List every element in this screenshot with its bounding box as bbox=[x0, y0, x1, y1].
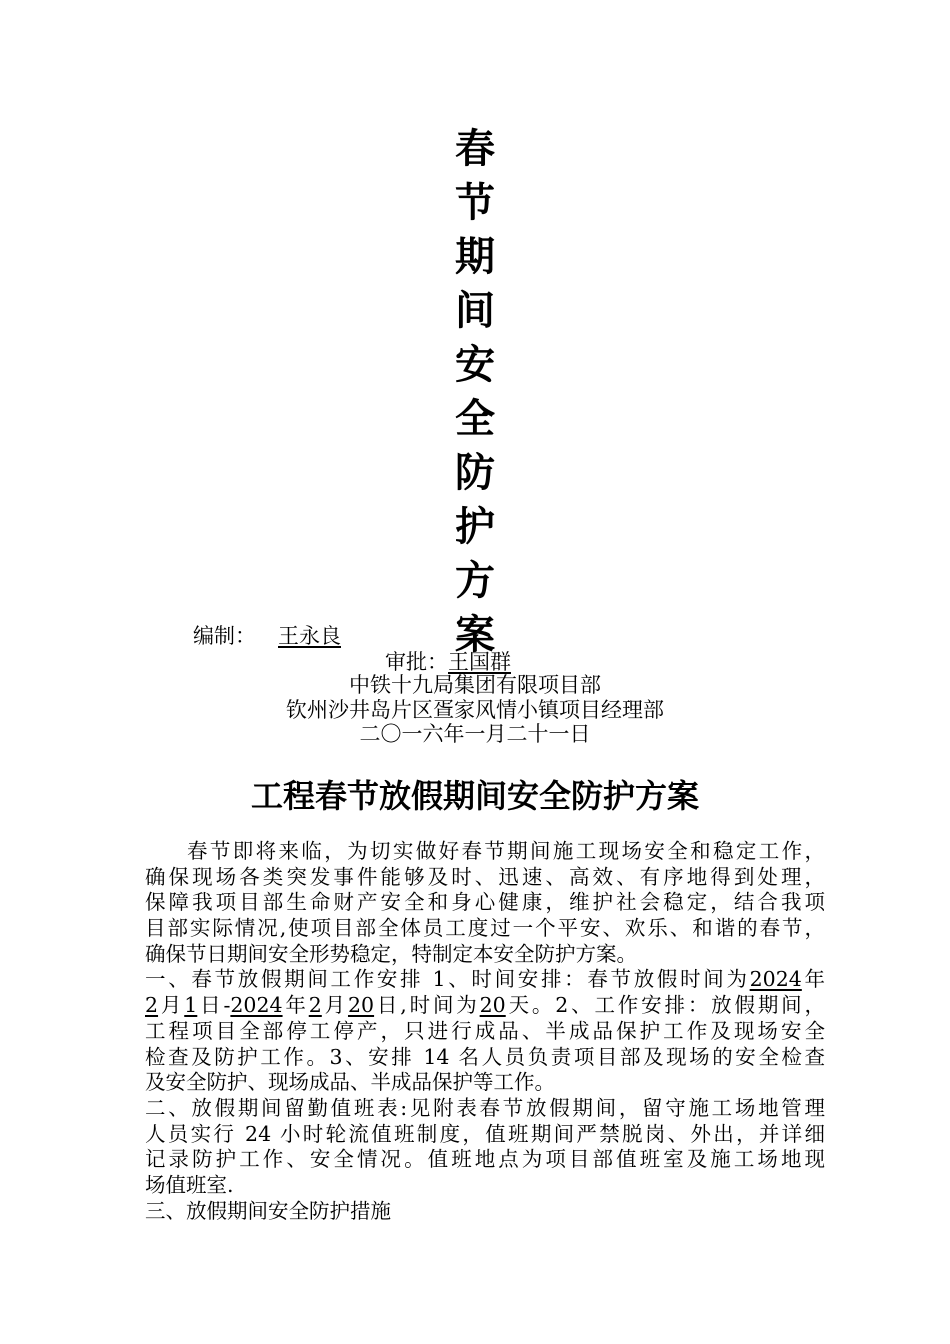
section1-line: 检查及防护工作。3、安排 14 名人员负责项目部及现场的安全检查 bbox=[145, 1044, 825, 1069]
approver-label: 审批： bbox=[385, 650, 448, 674]
date-month: 2 bbox=[145, 993, 159, 1018]
cover-title-char: 节 bbox=[455, 180, 495, 226]
section1-line: 工程项目全部停工停产，只进行成品、半成品保护工作及现场安全 bbox=[145, 1018, 825, 1043]
duration-days: 20 bbox=[479, 993, 506, 1018]
text-run: 月 bbox=[321, 993, 348, 1018]
date-day: 1 bbox=[184, 993, 198, 1018]
cover-title-char: 期 bbox=[455, 234, 495, 280]
intro-line: 保障我项目部生命财产安全和身心健康，维护社会稳定，结合我项 bbox=[145, 890, 825, 915]
cover-vertical-title bbox=[445, 122, 505, 662]
cover-title-char: 间 bbox=[455, 288, 495, 334]
date-year: 2024 bbox=[230, 993, 283, 1018]
document-body bbox=[145, 839, 825, 1224]
text-run: 月 bbox=[158, 993, 185, 1018]
text-run: 年 bbox=[801, 967, 826, 992]
document-title: 工程春节放假期间安全防护方案 bbox=[250, 777, 699, 815]
date-year: 2024 bbox=[749, 967, 802, 992]
date-day: 20 bbox=[347, 993, 375, 1018]
compiler-line bbox=[193, 623, 341, 649]
cover-title-char: 安 bbox=[455, 342, 495, 388]
compiler-label: 编制： bbox=[193, 624, 256, 648]
cover-title-char: 方 bbox=[455, 558, 495, 604]
section3-heading: 三、放假期间安全防护措施 bbox=[145, 1198, 391, 1223]
text-run: 年 bbox=[282, 993, 309, 1018]
intro-line: 春节即将来临，为切实做好春节期间施工现场安全和稳定工作， bbox=[187, 839, 825, 863]
date-month: 2 bbox=[308, 993, 322, 1018]
cover-title-char: 春 bbox=[455, 126, 495, 172]
intro-line: 确保节日期间安全形势稳定，特制定本安全防护方案。 bbox=[145, 941, 637, 966]
compiler-name: 王永良 bbox=[278, 624, 341, 648]
section1-line: 及安全防护、现场成品、半成品保护等工作。 bbox=[145, 1070, 555, 1095]
department-name: 钦州沙井岛片区疍家风情小镇项目经理部 bbox=[286, 698, 664, 722]
text-run: 日- bbox=[197, 993, 231, 1018]
cover-date: 二〇一六年一月二十一日 bbox=[359, 722, 591, 746]
section1-line bbox=[145, 993, 825, 1019]
organization-name: 中铁十九局集团有限项目部 bbox=[349, 673, 601, 697]
approver-name: 王国群 bbox=[448, 650, 511, 674]
cover-title-char: 全 bbox=[455, 396, 495, 442]
text-run: 日,时间为 bbox=[374, 993, 480, 1018]
cover-title-char: 护 bbox=[455, 504, 495, 550]
section1-line bbox=[145, 967, 825, 993]
section2-line: 二、放假期间留勤值班表:见附表春节放假期间，留守施工场地管理 bbox=[145, 1095, 825, 1120]
intro-line: 目部实际情况,使项目部全体员工度过一个平安、欢乐、和谐的春节， bbox=[145, 916, 825, 941]
section2-line: 人员实行 24 小时轮流值班制度，值班期间严禁脱岗、外出，并详细 bbox=[145, 1121, 825, 1146]
text-run: 一、春节放假期间工作安排 1、时间安排：春节放假时间为 bbox=[145, 967, 750, 992]
cover-title-char: 案 bbox=[455, 612, 495, 658]
section2-line: 场值班室. bbox=[145, 1172, 234, 1197]
text-run: 天。2、工作安排：放假期间， bbox=[505, 993, 826, 1018]
intro-line: 确保现场各类突发事件能够及时、迅速、高效、有序地得到处理， bbox=[145, 864, 825, 889]
section2-line: 记录防护工作、安全情况。值班地点为项目部值班室及施工场地现 bbox=[145, 1147, 825, 1172]
cover-title-char: 防 bbox=[455, 450, 495, 496]
